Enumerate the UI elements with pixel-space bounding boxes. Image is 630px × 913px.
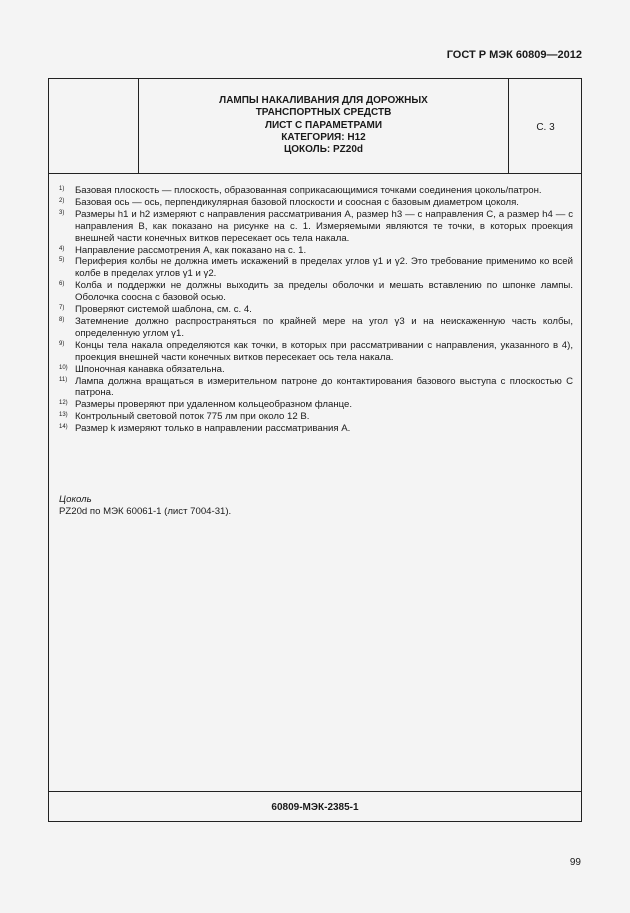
note-item	[59, 209, 573, 245]
sheet-header	[49, 79, 581, 174]
title-line: КАТЕГОРИЯ: Н12	[281, 131, 366, 143]
note-text: Базовая ось — ось, перпендикулярная базовой плоскости и соосная с базовым диаметром цоколя.	[75, 196, 519, 208]
sheet-number: 60809-МЭК-2385-1	[271, 802, 359, 813]
title-line: ЦОКОЛЬ: PZ20d	[283, 144, 364, 156]
note-item	[59, 185, 573, 197]
note-number: 10)	[59, 364, 68, 371]
note-text: Базовая плоскость — плоскость, образованная соприкасающимися точками соединения цоколь/патрон.	[75, 185, 542, 196]
title-line: ЛИСТ С ПАРАМЕТРАМИ	[264, 119, 383, 131]
note-text: Концы тела накала определяются как точки, в которых при рассматривании с направления, указанного в 4), проекция внешней части конечных витков пересекает ось тела накала.	[75, 339, 573, 363]
note-text: Шпоночная канавка обязательна.	[75, 363, 225, 375]
note-item	[59, 376, 573, 400]
sheet-title	[139, 95, 508, 156]
note-number: 2)	[59, 197, 65, 204]
note-number: 8)	[59, 316, 65, 323]
note-number: 6)	[59, 281, 65, 288]
note-item	[59, 245, 573, 257]
note-number: 3)	[59, 209, 65, 216]
note-text: Колба и поддержки не должны выходить за пределы оболочки и мешать вставлению по шпонке лампы. Оболочка соосна с базовой осью.	[75, 280, 573, 304]
notes-list	[59, 185, 573, 435]
note-item	[59, 364, 573, 376]
note-number: 7)	[59, 305, 65, 312]
note-text: Лампа должна вращаться в измерительном патроне до контактирования базового выступа с плоскостью С патрона.	[75, 375, 573, 399]
note-item	[59, 197, 573, 209]
sheet-frame	[48, 78, 582, 822]
header-left-cell	[49, 79, 139, 173]
page-number: 99	[569, 857, 581, 868]
note-item	[59, 399, 573, 411]
note-text: Проверяют системой шаблона, см. с. 4.	[75, 304, 252, 316]
base-heading: Цоколь	[59, 494, 92, 505]
sheet-page-ref: С. 3	[536, 122, 555, 133]
note-text: Затемнение должно распространяться по крайней мере на угол γ3 и на неискаженную часть колбы, определенную углом γ1.	[75, 315, 573, 339]
note-item	[59, 411, 573, 423]
note-item	[59, 316, 573, 340]
note-item	[59, 256, 573, 280]
base-text: PZ20d по МЭК 60061-1 (лист 7004-31).	[59, 506, 232, 517]
note-item	[59, 304, 573, 316]
note-number: 5)	[59, 257, 65, 264]
title-line: ЛАМПЫ НАКАЛИВАНИЯ ДЛЯ ДОРОЖНЫХ	[219, 95, 428, 106]
header-page-cell	[508, 79, 582, 173]
note-item	[59, 280, 573, 304]
note-text: Размеры проверяют при удаленном кольцеобразном фланце.	[75, 399, 353, 411]
note-number: 14)	[59, 424, 68, 431]
standard-code: ГОСТ Р МЭК 60809—2012	[446, 49, 582, 61]
note-text: Размеры h1 и h2 измеряют с направления рассматривания А, размер h3 — с направления С, а размер h4 — с направления В, как показано на рисунке на с. 1. Измеряемыми являются те точки, в которых проекция внешней части конечных витков пересекает ось тела накала.	[75, 208, 573, 244]
title-line: ТРАНСПОРТНЫХ СРЕДСТВ	[255, 107, 392, 119]
note-number: 4)	[59, 245, 65, 252]
note-number: 9)	[59, 340, 65, 347]
base-section	[59, 494, 231, 518]
note-number: 13)	[59, 412, 68, 419]
sheet-footer	[49, 791, 581, 822]
note-number: 11)	[59, 376, 68, 383]
note-item	[59, 423, 573, 435]
note-text: Контрольный световой поток 775 лм при около 12 В.	[75, 411, 310, 423]
note-number: 1)	[59, 186, 65, 192]
note-text: Периферия колбы не должна иметь искажений в пределах углов γ1 и γ2. Это требование применимо ко всей колбе в пределах углов γ1 и γ2.	[75, 256, 573, 280]
note-text: Направление рассмотрения А, как показано на с. 1.	[75, 244, 307, 256]
note-number: 12)	[59, 400, 68, 407]
note-item	[59, 340, 573, 364]
note-text: Размер k измеряют только в направлении рассматривания А.	[75, 423, 351, 435]
